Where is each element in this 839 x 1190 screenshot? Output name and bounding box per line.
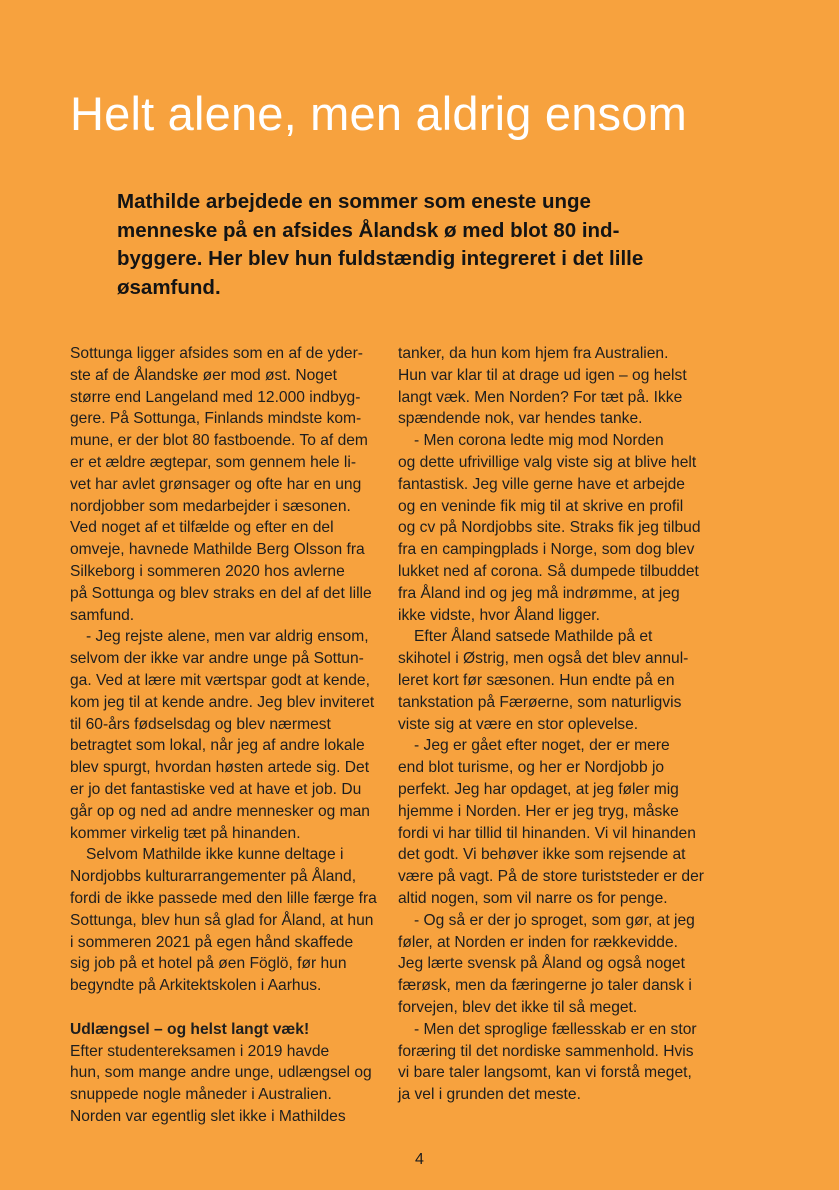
body-line: end blot turisme, og her er Nordjobb jo: [398, 759, 665, 777]
body-line: vi bare taler langsomt, kan vi forstå meget,: [398, 1064, 692, 1082]
body-line: er jo det fantastiske ved at have et job. Du: [70, 780, 362, 798]
left-column: [70, 343, 375, 1128]
body-line: føler, at Norden er inden for rækkevidde.: [398, 933, 678, 951]
body-line: sig job på et hotel på øen Föglö, før hun: [70, 955, 347, 973]
lead-line: Mathilde arbejdede en sommer som eneste unge: [117, 190, 591, 213]
body-line: - Jeg rejste alene, men var aldrig ensom,: [86, 628, 369, 646]
body-line: ga. Ved at lære mit værtspar godt at kende,: [70, 671, 370, 689]
body-line: fra Åland ind og jeg må indrømme, at jeg: [398, 584, 680, 602]
body-line: - Jeg er gået efter noget, der er mere: [414, 737, 670, 755]
body-line: fordi de ikke passede med den lille færge fra: [70, 889, 377, 907]
lead-line: øsamfund.: [117, 275, 221, 299]
body-line: begyndte på Arkitektskolen i Aarhus.: [70, 977, 322, 995]
body-line: blev spurgt, hvordan høsten artede sig. Det: [70, 759, 370, 777]
section-subheading: Udlængsel – og helst langt væk!: [70, 1020, 310, 1038]
body-line: langt væk. Men Norden? For tæt på. Ikke: [398, 388, 683, 406]
body-line: gere. På Sottunga, Finlands mindste kom-: [70, 410, 362, 428]
paragraph-gap: [70, 997, 375, 1019]
body-line: større end Langeland med 12.000 indbyg-: [70, 388, 361, 406]
body-line: Jeg lærte svensk på Åland og også noget: [398, 955, 685, 973]
body-line: i sommeren 2021 på egen hånd skaffede: [70, 933, 354, 951]
body-line: Ved noget af et tilfælde og efter en del: [70, 519, 334, 537]
body-line: Sottunga, blev hun så glad for Åland, at hun: [70, 911, 374, 929]
body-line: betragtet som lokal, når jeg af andre lokale: [70, 737, 365, 755]
body-line: samfund.: [70, 606, 135, 624]
body-line: Efter Åland satsede Mathilde på et: [414, 628, 653, 646]
body-line: fantastisk. Jeg ville gerne have et arbejde: [398, 475, 685, 493]
body-line: omveje, havnede Mathilde Berg Olsson fra: [70, 541, 365, 559]
body-line: tankstation på Færøerne, som naturligvis: [398, 693, 682, 711]
article-lead: [117, 188, 727, 302]
body-line: ja vel i grunden det meste.: [398, 1086, 581, 1104]
article-title: Helt alene, men aldrig ensom: [70, 87, 687, 140]
body-line: hjemme i Norden. Her er jeg tryg, måske: [398, 802, 679, 820]
body-line: nordjobber som medarbejder i sæsonen.: [70, 497, 351, 515]
body-line: Efter studentereksamen i 2019 havde: [70, 1042, 330, 1060]
body-line: og en veninde fik mig til at skrive en profil: [398, 497, 684, 515]
body-line: selvom der ikke var andre unge på Sottun-: [70, 650, 364, 668]
body-line: fordi vi har tillid til hinanden. Vi vil hinanden: [398, 824, 696, 842]
body-line: og cv på Nordjobbs site. Straks fik jeg tilbud: [398, 519, 701, 537]
body-line: Selvom Mathilde ikke kunne deltage i: [86, 846, 344, 864]
body-line: tanker, da hun kom hjem fra Australien.: [398, 345, 669, 362]
body-line: ste af de Ålandske øer mod øst. Noget: [70, 366, 337, 384]
body-line: Silkeborg i sommeren 2020 hos avlerne: [70, 562, 345, 580]
body-line: Norden var egentlig slet ikke i Mathildes: [70, 1107, 346, 1125]
body-line: altid nogen, som vil narre os for penge.: [398, 889, 668, 907]
body-line: hun, som mange andre unge, udlængsel og: [70, 1064, 372, 1082]
body-line: er et ældre ægtepar, som gennem hele li-: [70, 453, 357, 471]
body-line: fra en campingplads i Norge, som dog blev: [398, 541, 695, 559]
body-line: leret kort før sæsonen. Hun endte på en: [398, 671, 675, 689]
body-line: forvejen, blev det ikke til så meget.: [398, 998, 638, 1016]
body-line: mune, er der blot 80 fastboende. To af dem: [70, 432, 368, 450]
body-line: Nordjobbs kulturarrangementer på Åland,: [70, 868, 357, 886]
body-line: Hun var klar til at drage ud igen – og helst: [398, 366, 687, 384]
body-line: og dette ufrivillige valg viste sig at blive helt: [398, 453, 697, 471]
lead-line: byggere. Her blev hun fuldstændig integreret i det lille: [117, 247, 644, 270]
body-line: på Sottunga og blev straks en del af det lille: [70, 584, 372, 602]
body-line: - Og så er der jo sproget, som gør, at jeg: [414, 911, 695, 929]
body-line: viste sig at være en stor oplevelse.: [398, 715, 639, 733]
body-line: kom jeg til at kende andre. Jeg blev inviteret: [70, 693, 375, 711]
body-line: lukket ned af corona. Så dumpede tilbuddet: [398, 562, 699, 580]
body-line: ikke vidste, hvor Åland ligger.: [398, 606, 600, 624]
body-line: spændende nok, var hendes tanke.: [398, 410, 643, 428]
body-line: vet har avlet grønsager og ofte har en ung: [70, 475, 362, 493]
right-column: [398, 343, 713, 1106]
body-line: - Men corona ledte mig mod Norden: [414, 432, 664, 450]
body-line: snuppede nogle måneder i Australien.: [70, 1086, 332, 1104]
body-line: - Men det sproglige fællesskab er en stor: [414, 1020, 697, 1038]
lead-line: menneske på en afsides Ålandsk ø med blot 80 ind-: [117, 218, 620, 242]
body-line: være på vagt. På de store turiststeder er der: [398, 868, 704, 886]
body-line: går op og ned ad andre mennesker og man: [70, 802, 370, 820]
body-line: perfekt. Jeg har opdaget, at jeg føler mig: [398, 780, 679, 798]
body-line: det godt. Vi behøver ikke som rejsende at: [398, 846, 686, 864]
body-line: skihotel i Østrig, men også det blev annul-: [398, 650, 689, 668]
body-line: Sottunga ligger afsides som en af de yder-: [70, 345, 363, 362]
body-line: foræring til det nordiske sammenhold. Hvis: [398, 1042, 694, 1060]
body-line: færøsk, men da færingerne jo taler dansk i: [398, 977, 692, 995]
body-line: kommer virkelig tæt på hinanden.: [70, 824, 301, 842]
body-line: til 60-års fødselsdag og blev nærmest: [70, 715, 331, 733]
page-number: 4: [415, 1151, 424, 1168]
